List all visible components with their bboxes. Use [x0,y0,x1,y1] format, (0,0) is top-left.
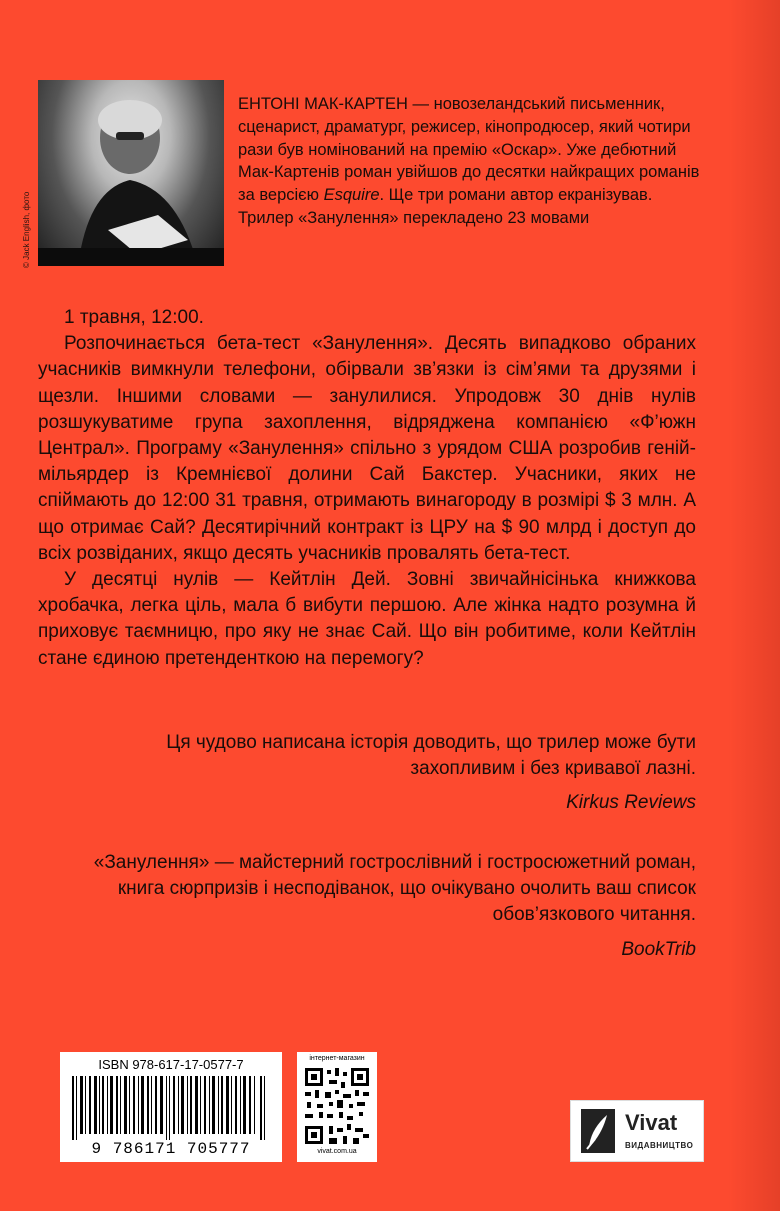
synopsis-paragraph: У десятці нулів — Кейтлін Дей. Зовні звичайнісінька книжкова хробачка, легка ціль, мала б вибути першою. Але жінка надто розумна й приховує таємницю, про яку не знає Сай. Що він робитиме, коли Кейтлін стане єдиною претенденткою на перемогу? [38,569,696,669]
qr-bottom-label: vivat.com.ua [317,1148,357,1155]
qr-code-image [305,1068,369,1144]
photo-credit: © Jack English, фото [22,191,31,268]
author-portrait-image [38,80,224,266]
qr-code[interactable] [297,1052,377,1162]
barcode [60,1052,282,1162]
bio-text-2: . Ще три романи автор екранізував. Трилер «Занулення» перекладено 23 мовами [238,186,653,227]
author-photo [38,80,224,266]
isbn-label: ISBN 978-617-17-0577-7 [98,1057,244,1072]
bio-magazine: Esquire [323,186,380,205]
barcode-digits: 9 786171 705777 [91,1140,251,1158]
publisher-logo [570,1100,704,1162]
bio-text-1: — новозеландський письменник, сценарист, драматург, режисер, кінопродюсер, який чотири рази був номінований на премію «Оскар». Уже дебютний Мак-Картенів роман увійшов до десятки найкращих романів за версією [238,95,700,205]
synopsis-paragraph: 1 травня, 12:00. [64,307,204,328]
review-source: BookTrib [621,938,696,960]
qr-top-label: інтернет-магазин [309,1055,365,1062]
spine-shadow [728,0,780,1211]
quill-icon [581,1109,615,1153]
review-text: Ця чудово написана історія доводить, що трилер може бути захопливим і без кривавої лазні. [166,732,696,780]
review-quote [76,730,696,817]
author-bio [238,93,708,230]
review-quote [76,850,696,963]
author-name: ЕНТОНІ МАК-КАРТЕН [238,95,408,113]
review-text: «Занулення» — майстерний гострослівний і гостросюжетний роман, книга сюрпризів і несподіванок, що очікувано очолить ваш список обов’язкового читання. [93,852,696,926]
barcode-bars [70,1076,272,1140]
synopsis [38,305,696,672]
publisher-name: Vivat [625,1110,678,1135]
synopsis-paragraph: Розпочинається бета-тест «Занулення». Десять випадково обраних учасників вимкнули телефони, обірвали зв’язки із сім’ями та друзями і щезли. Іншими словами — занулилися. Упродовж 30 днів нулів розшукуватиме група захоплення, відряджена компанією «Ф’южн Централ». Програму «Занулення» спільно з урядом США розробив геній-мільярдер із Кремнієвої долини Сай Бакстер. Учасники, яких не спіймають до 12:00 31 травня, отримають винагороду в розмірі $ 3 млн. А що отримає Сай? Десятирічний контракт із ЦРУ на $ 90 млрд і доступ до всіх розвіданих, якщо десять учасників провалять бета-тест. [38,333,696,564]
publisher-subtitle: ВИДАВНИЦТВО [625,1141,694,1150]
review-source: Kirkus Reviews [566,792,696,814]
